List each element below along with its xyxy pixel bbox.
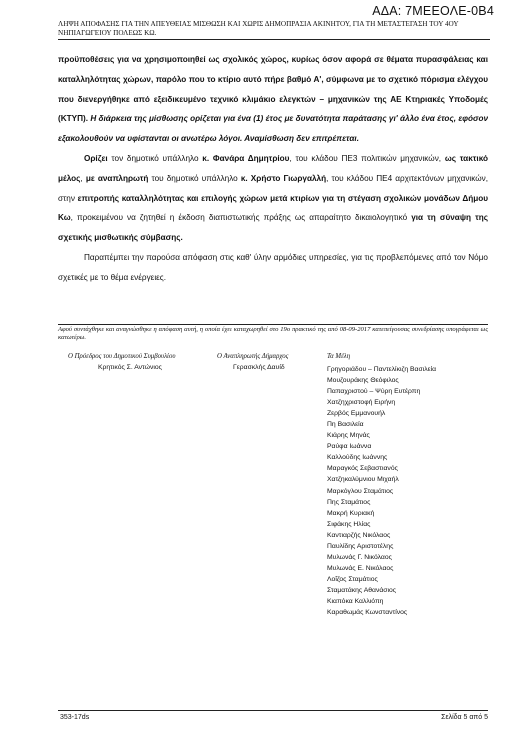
appoint-text: , bbox=[80, 173, 86, 183]
contract-purpose: για τη σύναψη της σχετικής μισθωτικής σύμβασης. bbox=[58, 213, 488, 243]
document-code: 353-17ds bbox=[60, 714, 90, 721]
appoint-text: του δημοτικό υπάλληλο bbox=[148, 173, 241, 183]
member-name: Παυλίδης Αριστοτέλης bbox=[327, 542, 394, 550]
document-header: ΛΗΨΗ ΑΠΟΦΑΣΗΣ ΓΙΑ ΤΗΝ ΑΠΕΥΘΕΙΑΣ ΜΙΣΘΩΣΗ ΚΑΙ ΧΩΡΙΣ ΔΗΜΟΠΡΑΣΙΑ ΑΚΙΝΗΤΟΥ, ΓΙΑ ΤΗ ΜΕΤΑΣΤΕΓΑΣΗ ΤΟΥ 4ΟΥ ΝΗΠΙΑΓΩΓΕΙΟΥ ΠΟΛΕΩΣ ΚΩ. bbox=[58, 20, 490, 40]
member-name: Κιαπόκα Καλλιόπη bbox=[327, 597, 384, 605]
member-name: Μακρή Κυριακή bbox=[327, 509, 375, 517]
member-name: Μυλωνάς Ε. Νικόλαος bbox=[327, 564, 394, 572]
paragraph-referral: Παραπέμπει την παρούσα απόφαση στις καθ' ύλην αρμόδιες υπηρεσίες, για τις προβλεπόμενες από τον Νόμο σχετικές με το θέμα ενέργειες. bbox=[58, 252, 488, 282]
appoint-text: τον δημοτικό υπάλληλο bbox=[107, 153, 203, 163]
paragraph-appointment bbox=[58, 149, 488, 248]
member-name: Σιφάκης Ηλίας bbox=[327, 520, 371, 528]
page-number: Σελίδα 5 από 5 bbox=[441, 714, 488, 721]
member-name: Παπαχριστού – Ψύρη Ευτέρπη bbox=[327, 388, 421, 396]
member-name: Χατζηκαλύμνιου Μιχαήλ bbox=[327, 476, 399, 484]
footer-divider bbox=[58, 710, 488, 711]
substitute-name: κ. Χρήστο Γιωργαλλή bbox=[240, 173, 327, 183]
member-name: Μαρκόγλου Σταμάτιος bbox=[327, 487, 394, 495]
deputy-mayor-name: Γερασκλής Δαυίδ bbox=[233, 364, 285, 371]
member-name: Μουζουράκης Θεόφιλος bbox=[327, 377, 399, 385]
closing-statement: Αφού συντάχθηκε και αναγνώσθηκε η απόφαση αυτή, η οποία έχει καταχωρηθεί στο 19ο πρακτικό της από 08-09-2017 κατεπείγουσας συνεδρίασης υπογράφεται ως κατωτέρω. bbox=[58, 326, 488, 342]
member-name: Ζερβός Εμμανουήλ bbox=[327, 410, 386, 418]
member-name: Καντιαρζής Νικόλαος bbox=[327, 531, 391, 539]
role-text: ως τακτικό μέλος bbox=[58, 153, 488, 183]
member-name: Μυλωνάς Γ. Νικόλαος bbox=[327, 553, 392, 561]
role-text: με αναπληρωτή bbox=[85, 173, 149, 183]
member-name: Λοΐζος Σταμάτιος bbox=[327, 575, 378, 583]
committee-name: επιτροπής καταλληλότητας και επιλογής χώρων μετά κτιρίων για τη στέγαση σχολικών μονάδων Δήμου Κω bbox=[58, 193, 488, 223]
deputy-mayor-label: Ο Αναπληρωτής Δήμαρχος bbox=[217, 353, 289, 360]
paragraph-conditions bbox=[58, 50, 488, 149]
document-body bbox=[58, 50, 488, 288]
president-label: Ο Πρόεδρος του Δημοτικού Συμβουλίου bbox=[68, 353, 176, 360]
appoint-verb: Ορίζει bbox=[84, 153, 108, 163]
member-name: Καλλούδης Ιωάννης bbox=[327, 454, 388, 462]
members-label: Τα Μέλη bbox=[327, 353, 351, 360]
member-name: Καραθωμάς Κωνσταντίνος bbox=[327, 609, 408, 617]
ada-code: ΑΔΑ: 7ΜΕΕΟΛΕ-0Β4 bbox=[372, 4, 494, 18]
member-name: Κιάρης Μηνάς bbox=[327, 432, 370, 440]
member-name: Ραύφα Ιωάννα bbox=[327, 443, 372, 451]
president-name: Κρητικός Σ. Αντώνιος bbox=[98, 364, 162, 371]
member-name: Μαραγκός Σεβαστιανός bbox=[327, 465, 398, 473]
lease-duration-text: Η διάρκεια της μίσθωσης ορίζεται για ένα (1) έτος με δυνατότητα παράτασης γι' άλλο ένα έτος, εφόσον εξακολουθούν να υφίστανται οι ανωτέρω λόγοι. Αναμίσθωση δεν επιτρέπεται. bbox=[58, 114, 489, 144]
member-name: Χατζηχριστοφή Ειρήνη bbox=[327, 399, 396, 407]
member-name: Πης Σταμάτιος bbox=[327, 498, 371, 506]
member-name: Σταματάκης Αθανάσιος bbox=[327, 586, 397, 594]
appoint-text: , προκειμένου να ζητηθεί η έκδοση διαπιστωτικής πράξης ως απαραίτητο δικαιολογητικό bbox=[70, 213, 412, 223]
members-list bbox=[327, 364, 436, 618]
member-name: κ. Φανάρα Δημητρίου bbox=[202, 153, 290, 163]
member-name: Πη Βασιλεία bbox=[327, 421, 364, 429]
member-name: Γρηγοριάδου – Παντελίκιζη Βασιλεία bbox=[327, 366, 437, 373]
appoint-text: , του κλάδου ΠΕ4 αρχιτεκτόνων μηχανικών, στην bbox=[58, 173, 488, 203]
appoint-text: , του κλάδου ΠΕ3 πολιτικών μηχανικών, bbox=[289, 153, 445, 163]
conditions-text: προϋποθέσεις για να χρησιμοποιηθεί ως σχολικός χώρος, κυρίως όσον αφορά σε θέματα πυρασφάλειας και καταλληλότητας χώρων, παρόλο που το κτίριο αυτό πήρε βαθμό Α', σύμφωνα με το σχετικό πόρισμα ελέγχου που διενεργήθηκε από εξειδικευμένο τεχνικό κλιμάκιο ελεγκτών – μηχανικών της ΑΕ Κτηριακές Υποδομές (ΚΤΥΠ). bbox=[58, 55, 488, 124]
